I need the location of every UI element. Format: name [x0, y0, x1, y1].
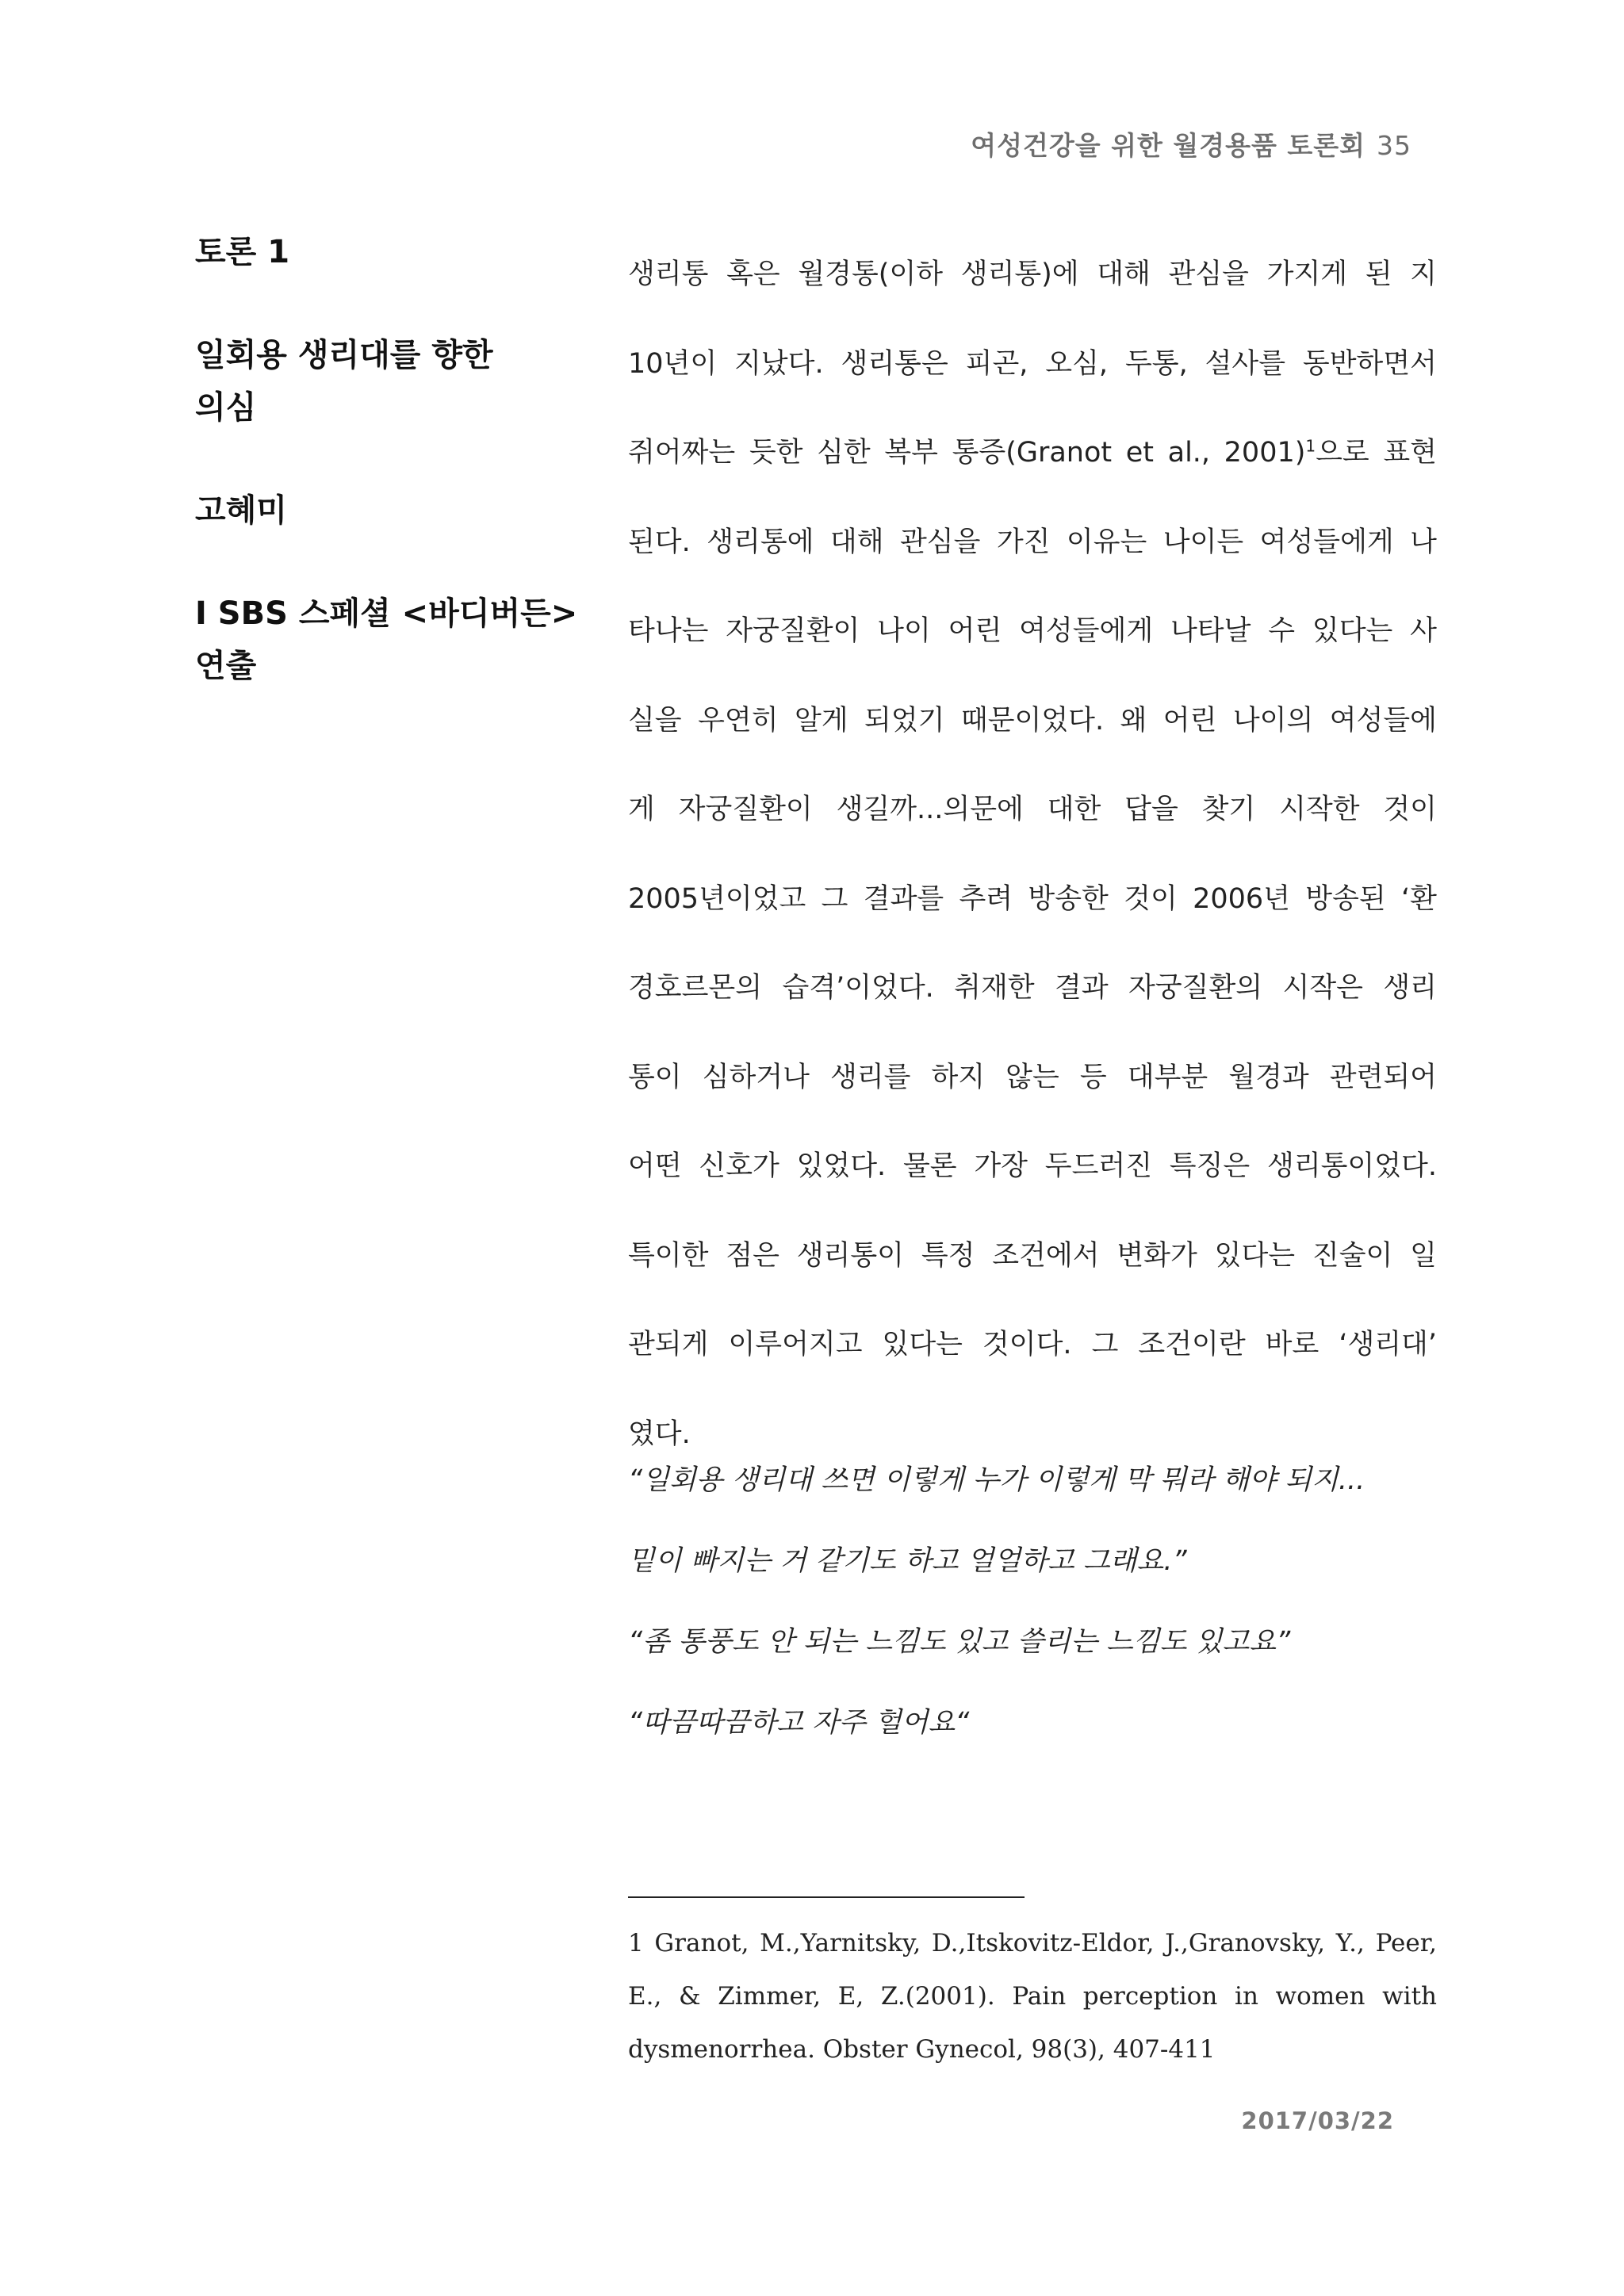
quote-line: “일회용 생리대 쓰면 이렇게 누가 이렇게 막 뭐라 해야 되지... — [628, 1464, 1365, 1496]
quote-line: 밑이 빠지는 거 같기도 하고 얼얼하고 그래요.” — [628, 1545, 1187, 1577]
body-line: 경호르몬의 습격’이었다. 취재한 결과 자궁질환의 시작은 생리 — [628, 972, 1437, 1004]
body-line: 어떤 신호가 있었다. 물론 가장 두드러진 특징은 생리통이었다. — [628, 1150, 1437, 1182]
quote-line: “따끔따끔하고 자주 헐어요“ — [628, 1707, 970, 1739]
affiliation-line-2: 연출 — [195, 648, 257, 684]
footnote — [628, 1917, 1437, 2076]
article-title-line-1: 일회용 생리대를 향한 — [195, 337, 493, 373]
body-line: 통이 심하거나 생리를 하지 않는 등 대부분 월경과 관련되어 — [628, 1061, 1437, 1093]
body-line-with-footnote — [628, 408, 1437, 498]
body-line: 특이한 점은 생리통이 특정 조건에서 변화가 있다는 진술이 일 — [628, 1239, 1437, 1272]
body-line: 관되게 이루어지고 있다는 것이다. 그 조건이란 바로 ‘생리대’ — [628, 1329, 1437, 1360]
article-sidebar — [195, 226, 592, 743]
section-label: 토론 1 — [195, 234, 290, 270]
affiliation-line-1: I SBS 스페셜 <바디버든> — [195, 595, 578, 632]
author-name: 고혜미 — [195, 492, 287, 529]
body-paragraph — [628, 230, 1437, 1479]
body-line: 10년이 지났다. 생리통은 피곤, 오심, 두통, 설사를 동반하면서 — [628, 347, 1437, 380]
author-affiliation — [195, 587, 592, 692]
interview-quotes — [628, 1440, 1437, 1763]
body-line: 실을 우연히 알게 되었기 때문이었다. 왜 어린 나이의 여성들에 — [628, 704, 1437, 737]
footnote-line: E., & Zimmer, E, Z.(2001). Pain perception in women with — [628, 1982, 1437, 2011]
header-series-title: 여성건강을 위한 월경용품 토론회 — [971, 130, 1365, 161]
article-title — [195, 329, 592, 434]
footnote-line: dysmenorrhea. Obster Gynecol, 98(3), 407-411 — [628, 2035, 1216, 2064]
footer-date: 2017/03/22 — [1241, 2107, 1394, 2134]
body-line: 2005년이었고 그 결과를 추려 방송한 것이 2006년 방송된 ‘환 — [628, 882, 1437, 915]
body-line: 타나는 자궁질환이 나이 어린 여성들에게 나타날 수 있다는 사 — [628, 615, 1437, 647]
quote-line: “좀 통풍도 안 되는 느낌도 있고 쓸리는 느낌도 있고요” — [628, 1626, 1291, 1658]
body-line: 생리통 혹은 월경통(이하 생리통)에 대해 관심을 가지게 된 지 — [628, 258, 1437, 290]
body-line: 였다. — [628, 1418, 691, 1450]
body-line: 된다. 생리통에 대해 관심을 가진 이유는 나이든 여성들에게 나 — [628, 526, 1437, 558]
footnote-reference[interactable]: 1 — [1305, 436, 1316, 456]
body-line-tail: 으로 표현 — [1316, 437, 1437, 469]
page-number: 35 — [1377, 130, 1411, 161]
running-header — [971, 125, 1411, 163]
body-line: 게 자궁질환이 생길까...의문에 대한 답을 찾기 시작한 것이 — [628, 794, 1437, 825]
body-line-text: 쥐어짜는 듯한 심한 복부 통증(Granot et al., 2001) — [628, 437, 1306, 469]
footnote-divider — [628, 1896, 1025, 1898]
footnote-line: 1 Granot, M.,Yarnitsky, D.,Itskovitz-Eldor, J.,Granovsky, Y., Peer, — [628, 1929, 1437, 1957]
article-title-line-2: 의심 — [195, 389, 257, 426]
